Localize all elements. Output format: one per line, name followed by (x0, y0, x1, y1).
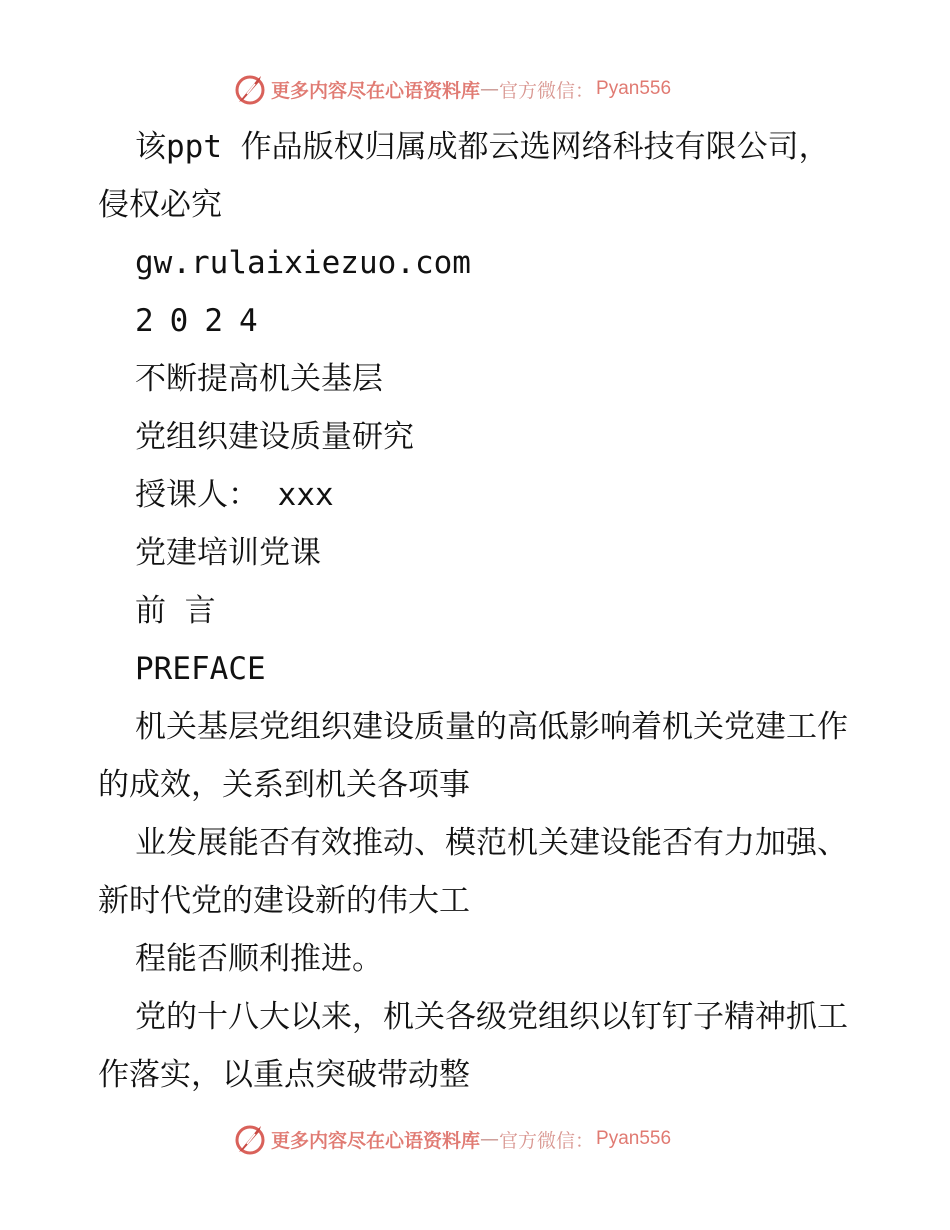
paragraph-preface-english: PREFACE (135, 651, 266, 687)
paragraph-body-3: 程能否顺利推进。 (135, 941, 383, 977)
watermark-banner-bottom (233, 1121, 733, 1157)
banner-dash: — (480, 1128, 500, 1150)
paragraph-body-4: 党的十八大以来，机关各级党组织以钉钉子精神抓工作落实，以重点突破带动整 (98, 999, 848, 1093)
banner-official-label: 官方微信： (499, 79, 595, 102)
banner-text: 更多内容尽在心语资料库 (271, 79, 481, 102)
paragraph-course-type: 党建培训党课 (135, 535, 321, 571)
paragraph-year: 2024 (135, 303, 274, 339)
banner-wechat-id: Pyan556 (596, 78, 672, 99)
quill-logo-icon (233, 1122, 267, 1156)
paragraph-title-line-1: 不断提高机关基层 (135, 361, 383, 397)
paragraph-url: gw.rulaixiezuo.com (135, 245, 471, 281)
watermark-banner-top (233, 71, 733, 107)
paragraph-lecturer: 授课人： xxx (135, 477, 334, 513)
document-body (98, 118, 858, 1104)
banner-text: 更多内容尽在心语资料库 (271, 1129, 481, 1152)
paragraph-body-2: 业发展能否有效推动、模范机关建设能否有力加强、新时代党的建设新的伟大工 (98, 825, 848, 919)
paragraph-preface-heading: 前 言 (135, 593, 216, 629)
banner-dash: — (480, 78, 500, 100)
banner-wechat-id: Pyan556 (596, 1128, 672, 1149)
quill-logo-icon (233, 72, 267, 106)
paragraph-body-1: 机关基层党组织建设质量的高低影响着机关党建工作的成效，关系到机关各项事 (98, 709, 848, 803)
paragraph-title-line-2: 党组织建设质量研究 (135, 419, 414, 455)
banner-official-label: 官方微信： (499, 1129, 595, 1152)
paragraph-copyright: 该ppt 作品版权归属成都云选网络科技有限公司，侵权必究 (98, 129, 830, 223)
